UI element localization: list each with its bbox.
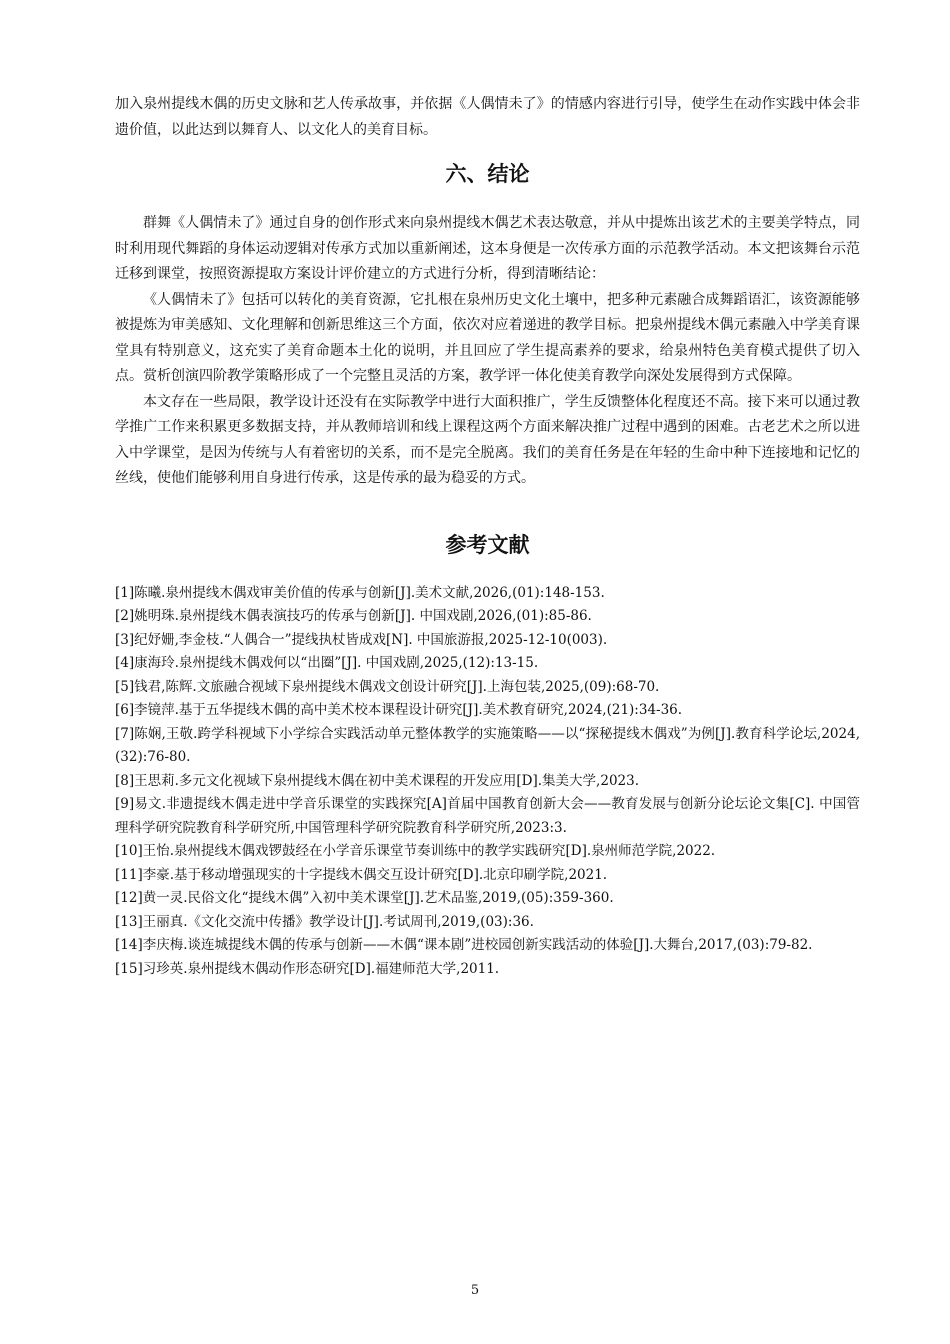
- conclusion-paragraph-2: 《人偶情未了》包括可以转化的美育资源，它扎根在泉州历史文化土壤中，把多种元素融合成舞蹈语汇，该资源能够被提炼为审美感知、文化理解和创新思维这三个方面，依次对应着递进的教学目标。把泉州提线木偶元素融入中学美育课堂具有特别意义，这充实了美育命题本土化的说明，并且回应了学生提高素养的要求，给泉州特色美育模式提供了切入点。赏析创演四阶教学策略形成了一个完整且灵活的方案，教学评一体化使美育教学向深处发展得到方式保障。: [115, 291, 860, 384]
- conclusion-paragraph-1: 群舞《人偶情未了》通过自身的创作形式来向泉州提线木偶艺术表达敬意，并从中提炼出该艺术的主要美学特点，同时利用现代舞蹈的身体运动逻辑对传承方式加以重新阐述，这本身便是一次传承方面的示范教学活动。本文把该舞台示范迁移到课堂，按照资源提取方案设计评价建立的方式进行分析，得到清晰结论：: [115, 215, 860, 282]
- reference-item: [6]李镜萍.基于五华提线木偶的高中美术校本课程设计研究[J].美术教育研究,2024,(21):34-36.: [115, 702, 683, 718]
- reference-item: [14]李庆梅.谈连城提线木偶的传承与创新——木偶“课本剧”进校园创新实践活动的体验[J].大舞台,2017,(03):79-82.: [115, 937, 813, 953]
- reference-item: [2]姚明珠.泉州提线木偶表演技巧的传承与创新[J]. 中国戏剧,2026,(01):85-86.: [115, 608, 592, 624]
- reference-item: [3]纪妤姗,李金枝.“人偶合一”提线执杖皆成戏[N]. 中国旅游报,2025-12-10(003).: [115, 631, 608, 648]
- reference-item: [12]黄一灵.民俗文化“提线木偶”入初中美术课堂[J].艺术品鉴,2019,(05):359-360.: [115, 890, 614, 906]
- reference-item: [4]康海玲.泉州提线木偶戏何以“出圈”[J]. 中国戏剧,2025,(12):13-15.: [115, 655, 539, 671]
- page-number: 5: [470, 1283, 480, 1298]
- page-body: [115, 92, 860, 981]
- section-title-conclusion: 六、结论: [445, 162, 530, 186]
- reference-item: [10]王怡.泉州提线木偶戏锣鼓经在小学音乐课堂节奏训练中的教学实践研究[D].泉州师范学院,2022.: [115, 843, 716, 859]
- reference-item: [11]李豪.基于移动增强现实的十字提线木偶交互设计研究[D].北京印刷学院,2021.: [115, 866, 608, 883]
- reference-item: [13]王丽真.《文化交流中传播》教学设计[J].考试周刊,2019,(03):36.: [115, 913, 534, 930]
- intro-paragraph: 加入泉州提线木偶的历史文脉和艺人传承故事，并依据《人偶情未了》的情感内容进行引导，使学生在动作实践中体会非遗价值，以此达到以舞育人、以文化人的美育目标。: [115, 96, 860, 138]
- reference-item: [8]王思莉.多元文化视域下泉州提线木偶在初中美术课程的开发应用[D].集美大学,2023.: [115, 772, 640, 789]
- references-title: 参考文献: [445, 532, 530, 557]
- reference-item: [9]易文.非遗提线木偶走进中学音乐课堂的实践探究[A]首届中国教育创新大会——教育发展与创新分论坛论文集[C]. 中国管理科学研究院教育科学研究所,中国管理科学研究院教育科学研究所,2023:3.: [115, 796, 860, 836]
- conclusion-paragraph-3: 本文存在一些局限，教学设计还没有在实际教学中进行大面积推广，学生反馈整体化程度还不高。接下来可以通过教学推广工作来积累更多数据支持，并从教师培训和线上课程这两个方面来解决推广过程中遇到的困难。古老艺术之所以进入中学课堂，是因为传统与人有着密切的关系，而不是完全脱离。我们的美育任务是在年轻的生命中种下连接地和记忆的丝线，使他们能够利用自身进行传承，这是传承的最为稳妥的方式。: [115, 393, 860, 486]
- reference-item: [5]钱君,陈辉.文旅融合视域下泉州提线木偶戏文创设计研究[J].上海包装,2025,(09):68-70.: [115, 678, 660, 695]
- reference-item: [7]陈娴,王敬.跨学科视域下小学综合实践活动单元整体教学的实施策略——以“探秘提线木偶戏”为例[J].教育科学论坛,2024,(32):76-80.: [115, 725, 860, 765]
- reference-item: [15]习珍英.泉州提线木偶动作形态研究[D].福建师范大学,2011.: [115, 960, 500, 977]
- reference-item: [1]陈曦.泉州提线木偶戏审美价值的传承与创新[J].美术文献,2026,(01):148-153.: [115, 584, 605, 601]
- references-list: [115, 582, 860, 982]
